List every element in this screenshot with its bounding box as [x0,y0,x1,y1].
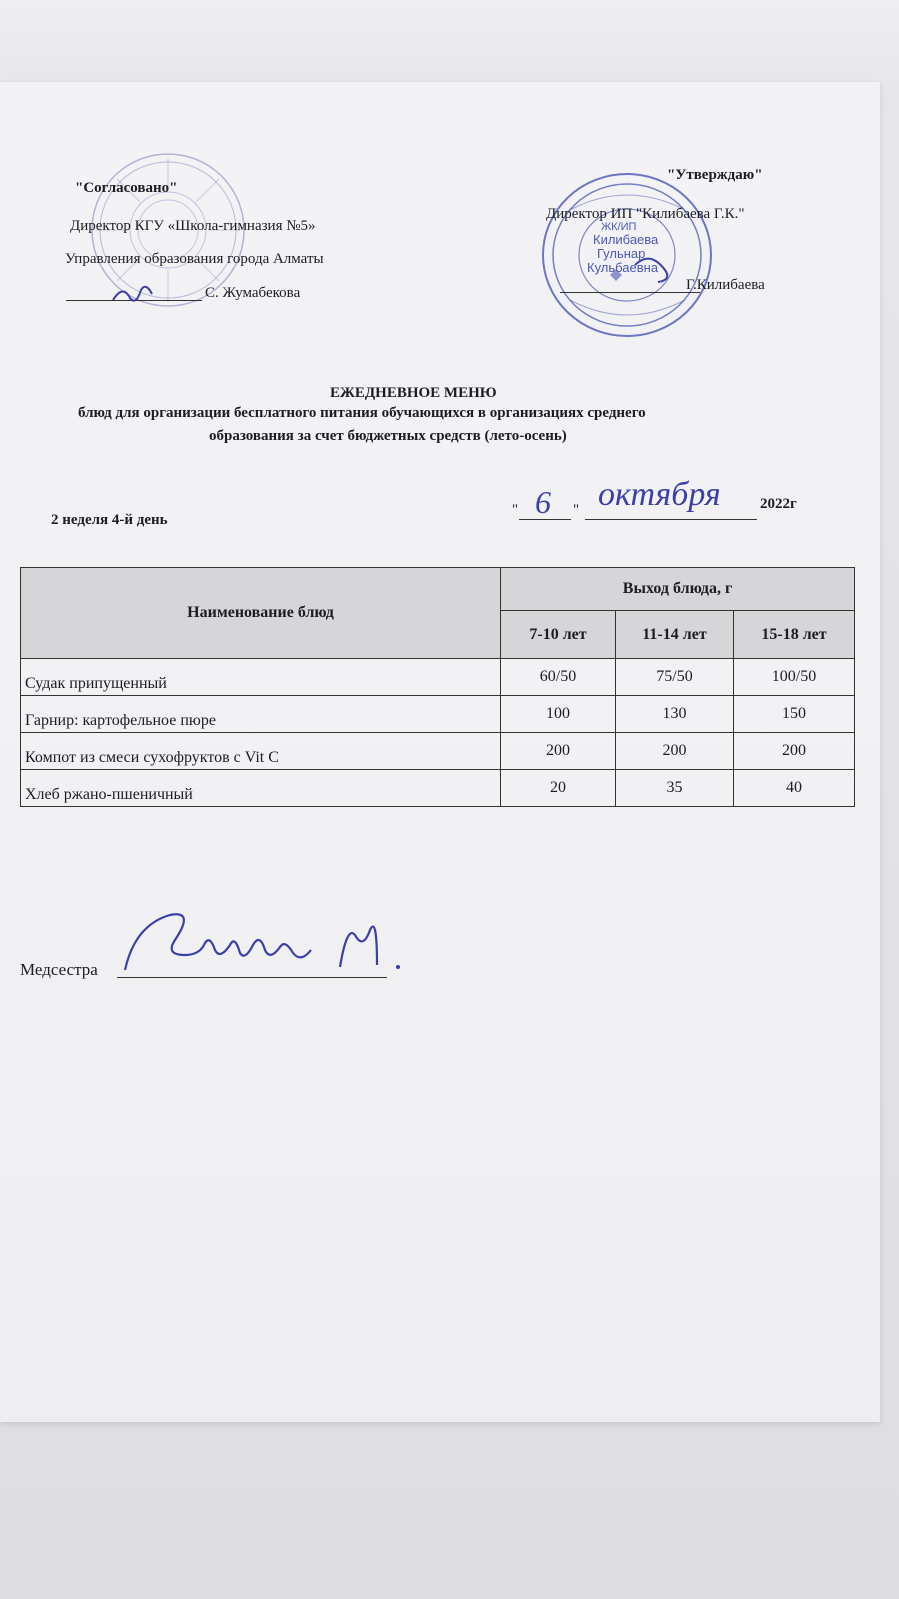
table-row [21,770,855,807]
date-month-line [585,519,757,520]
approval-left-line2: Управления образования города Алматы [65,251,324,267]
left-signature-mark [108,280,158,310]
portion-value: 200 [734,733,855,770]
table-row [21,659,855,696]
week-day-label: 2 неделя 4-й день [51,512,168,528]
portion-value: 130 [616,696,734,733]
stamp-text-line-3: Гульнар [597,246,646,261]
portion-value: 75/50 [616,659,734,696]
document-subtitle-line2: образования за счет бюджетных средств (лето-осень) [209,428,567,444]
nurse-signature-mark [115,895,415,985]
approval-right-line1: Директор ИП "Килибаева Г.К." [546,206,745,222]
dish-name: Хлеб ржано-пшеничный [21,770,501,807]
nurse-label: Медсестра [20,960,98,979]
stamp-text-line-1: ЖК/ИП [601,221,637,233]
approval-right-title: "Утверждаю" [667,167,763,183]
approval-left-signer: С. Жумабекова [205,285,301,301]
portion-value: 100/50 [734,659,855,696]
dish-name: Компот из смеси сухофруктов с Vit C [21,733,501,770]
portion-value: 60/50 [501,659,616,696]
column-header-age-1: 7-10 лет [501,611,616,659]
date-quote-open: " [512,502,519,518]
stamp-text-line-4: Кульбаевна [587,260,659,275]
column-header-age-2: 11-14 лет [616,611,734,659]
dish-name: Судак припущенный [21,659,501,696]
approval-left-line1: Директор КГУ «Школа-гимназия №5» [70,218,316,234]
document-title: ЕЖЕДНЕВНОЕ МЕНЮ [330,385,497,401]
portion-value: 150 [734,696,855,733]
stamp-text-line-2: Килибаева [593,232,659,247]
approval-left-title: "Согласовано" [75,180,178,196]
portion-value: 200 [501,733,616,770]
menu-table [20,567,855,807]
right-signature-line [560,292,700,293]
portion-value: 100 [501,696,616,733]
dish-name: Гарнир: картофельное пюре [21,696,501,733]
date-month-handwritten: октября [598,476,721,513]
portion-value: 40 [734,770,855,807]
date-quote-close: " [573,502,580,518]
portion-value: 35 [616,770,734,807]
portion-value: 20 [501,770,616,807]
portion-value: 200 [616,733,734,770]
table-row [21,696,855,733]
table-row [21,733,855,770]
table-header-row [21,568,855,611]
date-day-handwritten: 6 [535,484,551,520]
approval-right-signer: Г.Килибаева [686,277,765,293]
column-header-portion-group: Выход блюда, г [501,568,855,611]
date-year: 2022г [760,496,797,512]
document-subtitle-line1: блюд для организации бесплатного питания обучающихся в организациях среднего [78,405,646,421]
column-header-dish-name: Наименование блюд [21,568,501,659]
column-header-age-3: 15-18 лет [734,611,855,659]
